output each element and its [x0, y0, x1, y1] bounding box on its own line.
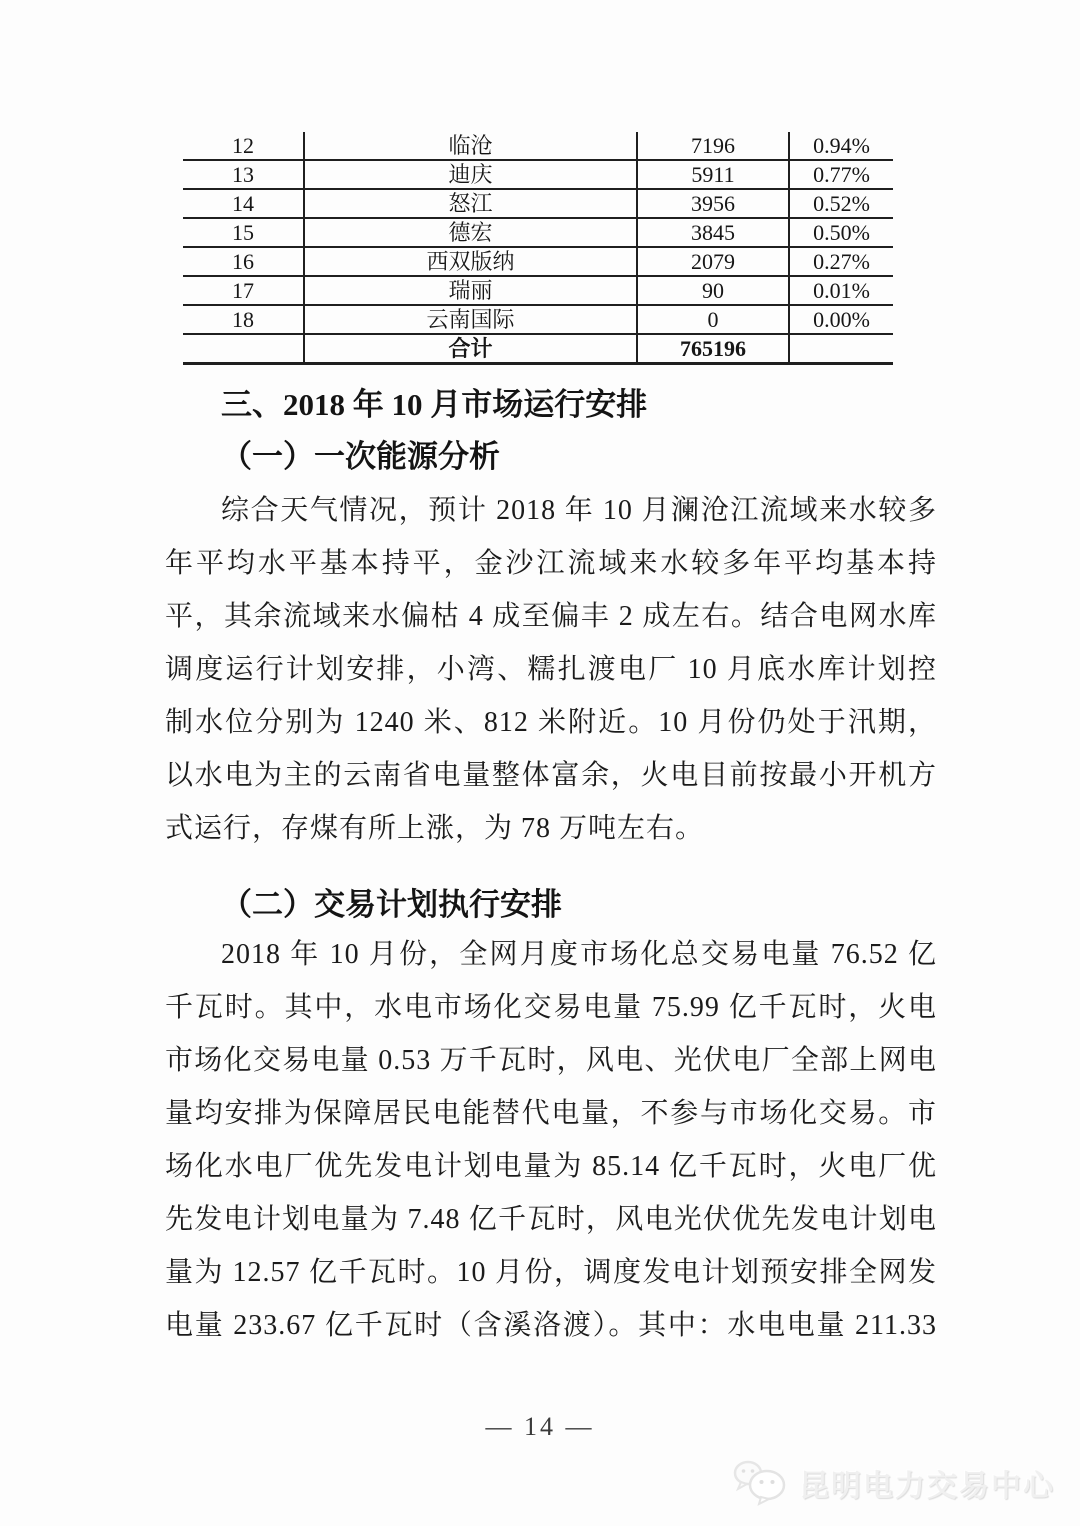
paragraph-line: 平，其余流域来水偏枯 4 成至偏丰 2 成左右。结合电网水库 — [165, 601, 937, 632]
table-row — [183, 218, 893, 247]
cell-total-label: 合计 — [304, 334, 637, 364]
cell-rank: 15 — [183, 218, 304, 247]
table-row — [183, 305, 893, 334]
table-total-row — [183, 334, 893, 364]
cell-region-name: 迪庆 — [304, 160, 637, 189]
cell-region-name: 西双版纳 — [304, 247, 637, 276]
watermark-text: 昆明电力交易中心 — [799, 1470, 1055, 1503]
paragraph-line: 场化水电厂优先发电计划电量为 85.14 亿千瓦时，火电厂优 — [165, 1151, 937, 1182]
cell-percent-empty — [789, 334, 893, 364]
table-row — [183, 132, 893, 160]
paragraph-line: 以水电为主的云南省电量整体富余，火电目前按最小开机方 — [165, 760, 937, 791]
cell-rank: 17 — [183, 276, 304, 305]
subsection-heading-energy: （一）一次能源分析 — [221, 439, 500, 474]
paragraph-line: 年平均水平基本持平，金沙江流域来水较多年平均基本持 — [165, 548, 937, 579]
paragraph-line: 2018 年 10 月份，全网月度市场化总交易电量 76.52 亿 — [221, 939, 937, 970]
cell-value: 3956 — [637, 189, 789, 218]
cell-region-name: 德宏 — [304, 218, 637, 247]
cell-region-name: 云南国际 — [304, 305, 637, 334]
paragraph-line: 调度运行计划安排，小湾、糯扎渡电厂 10 月底水库计划控 — [165, 654, 937, 685]
cell-region-name: 瑞丽 — [304, 276, 637, 305]
table-row — [183, 276, 893, 305]
cell-percent: 0.77% — [789, 160, 893, 189]
cell-percent: 0.50% — [789, 218, 893, 247]
paragraph-line: 量均安排为保障居民电能替代电量，不参与市场化交易。市 — [165, 1098, 937, 1129]
cell-value: 0 — [637, 305, 789, 334]
region-power-table — [183, 132, 893, 365]
cell-region-name: 临沧 — [304, 132, 637, 160]
cell-rank: 13 — [183, 160, 304, 189]
section-heading: 三、2018 年 10 月市场运行安排 — [221, 387, 648, 422]
cell-value: 2079 — [637, 247, 789, 276]
subsection-heading-trade-plan: （二）交易计划执行安排 — [221, 887, 562, 922]
watermark — [733, 1456, 1055, 1510]
paragraph-line: 制水位分别为 1240 米、812 米附近。10 月份仍处于汛期， — [165, 707, 937, 738]
wechat-logo-icon — [733, 1459, 789, 1507]
cell-percent: 0.27% — [789, 247, 893, 276]
table-row — [183, 247, 893, 276]
cell-rank: 18 — [183, 305, 304, 334]
paragraph-line: 电量 233.67 亿千瓦时（含溪洛渡）。其中：水电电量 211.33 — [165, 1310, 937, 1341]
cell-percent: 0.94% — [789, 132, 893, 160]
table-row — [183, 160, 893, 189]
paragraph-line: 综合天气情况，预计 2018 年 10 月澜沧江流域来水较多 — [221, 495, 937, 526]
page-number: — 14 — — [485, 1412, 595, 1441]
cell-percent: 0.52% — [789, 189, 893, 218]
paragraph-trade-plan — [165, 928, 937, 1352]
cell-rank: 16 — [183, 247, 304, 276]
paragraph-line: 先发电计划电量为 7.48 亿千瓦时，风电光伏优先发电计划电 — [165, 1204, 937, 1235]
cell-rank-empty — [183, 334, 304, 364]
paragraph-line: 千瓦时。其中，水电市场化交易电量 75.99 亿千瓦时，火电 — [165, 992, 937, 1023]
table-row — [183, 189, 893, 218]
cell-value: 3845 — [637, 218, 789, 247]
cell-rank: 14 — [183, 189, 304, 218]
paragraph-line: 市场化交易电量 0.53 万千瓦时，风电、光伏电厂全部上网电 — [165, 1045, 937, 1076]
cell-rank: 12 — [183, 132, 304, 160]
cell-percent: 0.01% — [789, 276, 893, 305]
paragraph-line: 量为 12.57 亿千瓦时。10 月份，调度发电计划预安排全网发 — [165, 1257, 937, 1288]
cell-value: 5911 — [637, 160, 789, 189]
cell-value: 90 — [637, 276, 789, 305]
cell-value: 7196 — [637, 132, 789, 160]
paragraph-line: 式运行，存煤有所上涨，为 78 万吨左右。 — [165, 813, 705, 844]
paragraph-energy-analysis — [165, 484, 937, 855]
cell-region-name: 怒江 — [304, 189, 637, 218]
cell-total-value: 765196 — [637, 334, 789, 364]
cell-percent: 0.00% — [789, 305, 893, 334]
